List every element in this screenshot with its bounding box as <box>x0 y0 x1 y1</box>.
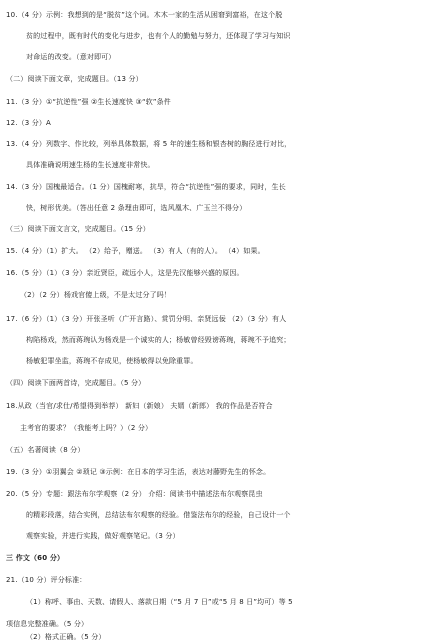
q14-line2: 快，树形优美。（答出任意 2 条理由即可，选风凰木、广玉兰不得分） <box>26 204 247 212</box>
q19-answer: 19.（3 分）①羽翼会 ②琐记 ③示例：在日本的学习生活，表达对藤野先生的怀念。 <box>6 468 271 476</box>
q21-criterion1-line2: 项信息完整准确。（5 分） <box>6 620 89 628</box>
q10-line1: 10.（4 分）示例：我想到的是“脱贫”这个词。木木一家的生活从困窘到富裕，在这个脱 <box>6 11 283 19</box>
q10-line2: 贫的过程中，既有时代的变化与进步，也有个人的勤勉与努力，还体现了学习与知识 <box>26 32 291 40</box>
q11-answer: 11.（3 分）①“抗逆性”强 ②生长速度快 ③“软”条件 <box>6 98 171 106</box>
q17-line2: 构陷杨戏，然而蒋琬认为杨戏是一个诚实的人；杨敏曾经毁谤蒋琬，蒋琬不予追究； <box>26 336 291 344</box>
section-2-heading: （二）阅读下面文章，完成题目。（13 分） <box>6 75 143 83</box>
q16-part1: 16.（5 分）（1）（3 分）亲近贤臣，疏远小人，这是先汉能够兴盛的原因。 <box>6 269 244 277</box>
q21-criterion1-line1: （1）称呼、事由、天数、请假人、落款日期（“5 月 7 日”或“5 月 8 日”均可）等 5 <box>26 598 293 606</box>
q18-line2: 主考官的要求？（我能考上吗？）（2 分） <box>20 424 153 432</box>
q14-line1: 14.（3 分）国槐最适合。（1 分）国槐耐寒，抗旱，符合“抗逆性”强的要求，同时，生长 <box>6 183 286 191</box>
q21-scoring-heading: 21.（10 分）评分标准： <box>6 576 87 584</box>
section-3-heading: （三）阅读下面文言文，完成题目。（15 分） <box>6 225 150 233</box>
q10-line3: 对命运的改变。（意对即可） <box>26 53 116 61</box>
q17-line3: 杨敏犯罪坐监，蒋琬不存成见，使杨敏得以免除重罪。 <box>26 357 198 365</box>
q17-line1: 17.（6 分）（1）（3 分）开张圣听（广开言路）、赏罚分明、亲贤远佞 （2）（3 分）有人 <box>6 315 287 323</box>
q21-criterion2: （2）格式正确。（5 分） <box>26 633 106 641</box>
section-5-heading: （五）名著阅读（8 分） <box>6 446 85 454</box>
q20-line3: 观察实验，并进行实践，做好观察笔记。（3 分） <box>26 532 180 540</box>
q15-answer: 15.（4 分）（1）扩大。 （2）给予，赠送。 （3）有人（有的人）。 （4）如果。 <box>6 247 265 255</box>
q20-line2: 的精彩段落，结合实例，总结法布尔观察的经验。借鉴法布尔的经验，自己设计一个 <box>26 511 291 519</box>
q12-answer: 12.（3 分）A <box>6 119 51 127</box>
q13-line2: 具体准确说明速生杨的生长速度非常快。 <box>26 161 155 169</box>
q18-line1: 18.从政（当官/求仕/希望得到举荐） 新妇（新娘） 夫婿（新郎） 我的作品是否符合 <box>6 402 273 410</box>
part-3-heading: 三 作文（60 分） <box>6 554 65 562</box>
q20-line1: 20.（5 分）专题：跟法布尔学观察（2 分） 介绍：阅读书中描述法布尔观察昆虫 <box>6 490 263 498</box>
q16-part2: （2）（2 分）杨戏官傻上级，不是太过分了吗！ <box>20 291 172 299</box>
section-4-heading: （四）阅读下面两首诗，完成题目。（5 分） <box>6 379 146 387</box>
q13-line1: 13.（4 分）列数字、作比较，列举具体数据，将 5 年的速生杨和银杏树的胸径进行对比， <box>6 140 292 148</box>
